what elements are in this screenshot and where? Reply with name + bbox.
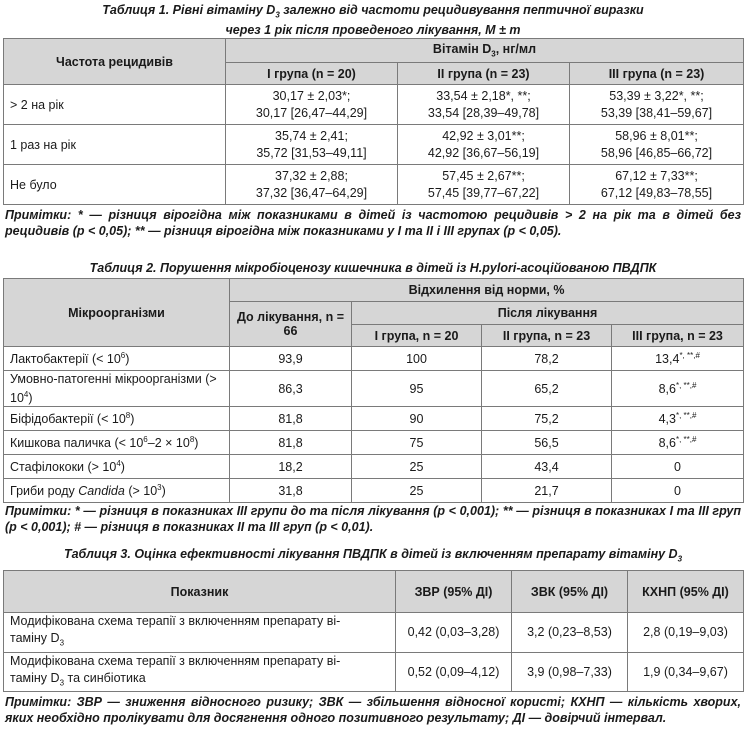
table3-header-rbi: ЗВК (95% ДІ)	[512, 571, 628, 613]
table3-note: Примітки: ЗВР — зниження відносного ризику; ЗВК — збільшення відносної користі; КХНП — кількість хворих, яких необхідно пролікувати для досягнення одного позитивного результату; ДІ — довірчий інтервал.	[5, 695, 741, 725]
table-cell: 75	[352, 431, 482, 455]
table-cell: 8,6*, **,#	[612, 431, 744, 455]
table1-header-vitamin: Вітамін $D_3$, нг/мл	[226, 39, 744, 63]
table-cell: 67,12 ± 7,33**; 67,12 [49,83–78,55]	[570, 165, 744, 205]
table-cell: 1,9 (0,34–9,67)	[628, 652, 744, 692]
table-cell: 8,6*, **,#	[612, 371, 744, 407]
table-cell: 86,3	[230, 371, 352, 407]
table3-header-nnt: КХНП (95% ДІ)	[628, 571, 744, 613]
row-label: Біфідобактерії (< $10^8$)	[4, 407, 230, 431]
row-label: Стафілококи (> $10^4$)	[4, 455, 230, 479]
table-cell: 25	[352, 479, 482, 503]
table-cell: 0,52 (0,09–4,12)	[396, 652, 512, 692]
table-row	[4, 455, 744, 479]
table-cell: 25	[352, 455, 482, 479]
table2-header-microorganisms: Мікроорганізми	[4, 279, 230, 347]
row-label: > 2 на рік	[4, 85, 226, 125]
table-cell: 42,92 ± 3,01**; 42,92 [36,67–56,19]	[398, 125, 570, 165]
table-row	[4, 407, 744, 431]
table-cell: 35,74 ± 2,41; 35,72 [31,53–49,11]	[226, 125, 398, 165]
table2-header-deviation: Відхилення від норми, %	[230, 279, 744, 302]
table-row	[4, 652, 744, 692]
table-row	[4, 347, 744, 371]
table-cell: 43,4	[482, 455, 612, 479]
table2-header-group: I група, n = 20	[352, 325, 482, 347]
table1-header-frequency: Частота рецидивів	[4, 39, 226, 85]
table2-note: Примітки: * — різниця в показниках III групи до та після лікування (p < 0,001); ** — різниця в показниках I та III груп (p < 0,001); # — різниця в показниках II та III груп (p < 0,01).	[5, 504, 741, 534]
table1-header-group: II група (n = 23)	[398, 63, 570, 85]
table-row	[4, 125, 744, 165]
table3-header-rrr: ЗВР (95% ДІ)	[396, 571, 512, 613]
table-cell: 2,8 (0,19–9,03)	[628, 613, 744, 653]
table-cell: 0	[612, 455, 744, 479]
table1-header-group: III група (n = 23)	[570, 63, 744, 85]
table3	[3, 570, 744, 692]
table-cell: 100	[352, 347, 482, 371]
table-cell: 58,96 ± 8,01**; 58,96 [46,85–66,72]	[570, 125, 744, 165]
table-cell: 56,5	[482, 431, 612, 455]
table-cell: 0	[612, 479, 744, 503]
table-row	[4, 479, 744, 503]
table-cell: 3,9 (0,98–7,33)	[512, 652, 628, 692]
table-cell: 4,3*, **,#	[612, 407, 744, 431]
table-row	[4, 165, 744, 205]
table-cell: 33,54 ± 2,18*, **; 33,54 [28,39–49,78]	[398, 85, 570, 125]
table-cell: 81,8	[230, 431, 352, 455]
table2-header-before: До лікування, n = 66	[230, 302, 352, 347]
table-cell: 65,2	[482, 371, 612, 407]
table-cell: 75,2	[482, 407, 612, 431]
table-cell: 37,32 ± 2,88; 37,32 [36,47–64,29]	[226, 165, 398, 205]
table2	[3, 278, 744, 503]
table-cell: 31,8	[230, 479, 352, 503]
table-cell: 81,8	[230, 407, 352, 431]
row-label: 1 раз на рік	[4, 125, 226, 165]
table3-caption: Таблиця 3. Оцінка ефективності лікування ПВДПК в дітей із включенням препарату вітаміну $D_3$	[63, 547, 683, 564]
row-label: Кишкова паличка (< $10^6-2 \times 10^8$)	[4, 431, 230, 455]
row-label: Модифікована схема терапії з включенням препарату ві- таміну $D_3$	[4, 613, 396, 653]
table2-header-group: II група, n = 23	[482, 325, 612, 347]
table-cell: 90	[352, 407, 482, 431]
table1-caption: Таблиця 1. Рівні вітаміну $D_3$ залежно від частоти рецидивування пептичної виразки через 1 рік після проведеного лікування, M ± m	[102, 3, 644, 37]
table2-header-group: III група, n = 23	[612, 325, 744, 347]
row-label: Умовно-патогенні мікроорганізми (> $10^4$)	[4, 371, 230, 407]
table-cell: 21,7	[482, 479, 612, 503]
row-label: Модифікована схема терапії з включенням препарату ві- таміну $D_3$ та синбіотика	[4, 652, 396, 692]
table-cell: 18,2	[230, 455, 352, 479]
table-cell: 57,45 ± 2,67**; 57,45 [39,77–67,22]	[398, 165, 570, 205]
table1-header-group: I група (n = 20)	[226, 63, 398, 85]
row-label: Не було	[4, 165, 226, 205]
table-cell: 3,2 (0,23–8,53)	[512, 613, 628, 653]
table-cell: 53,39 ± 3,22*, **; 53,39 [38,41–59,67]	[570, 85, 744, 125]
table-cell: 30,17 ± 2,03*; 30,17 [26,47–44,29]	[226, 85, 398, 125]
table-row	[4, 613, 744, 653]
row-label: Гриби роду Candida (> $10^3$)	[4, 479, 230, 503]
table-row	[4, 371, 744, 407]
table-cell: 0,42 (0,03–3,28)	[396, 613, 512, 653]
row-label: Лактобактерії (< $10^6$)	[4, 347, 230, 371]
table-cell: 95	[352, 371, 482, 407]
table3-header-indicator: Показник	[4, 571, 396, 613]
table-cell: 93,9	[230, 347, 352, 371]
table2-header-after: Після лікування	[352, 302, 744, 325]
table1-note: Примітки: * — різниця вірогідна між показниками в дітей із частотою рецидивів > 2 на рік та в дітей без рецидивів (p < 0,05); ** — різниця вірогідна між показниками у I та II і III групах (p < 0,05).	[5, 208, 741, 238]
table-cell: 78,2	[482, 347, 612, 371]
table-row	[4, 431, 744, 455]
table-cell: 13,4*, **,#	[612, 347, 744, 371]
table1	[3, 38, 744, 205]
table2-caption: Таблиця 2. Порушення мікробіоценозу кишечника в дітей із H.pylori-асоційованою ПВДПК	[89, 261, 657, 275]
table-row	[4, 85, 744, 125]
